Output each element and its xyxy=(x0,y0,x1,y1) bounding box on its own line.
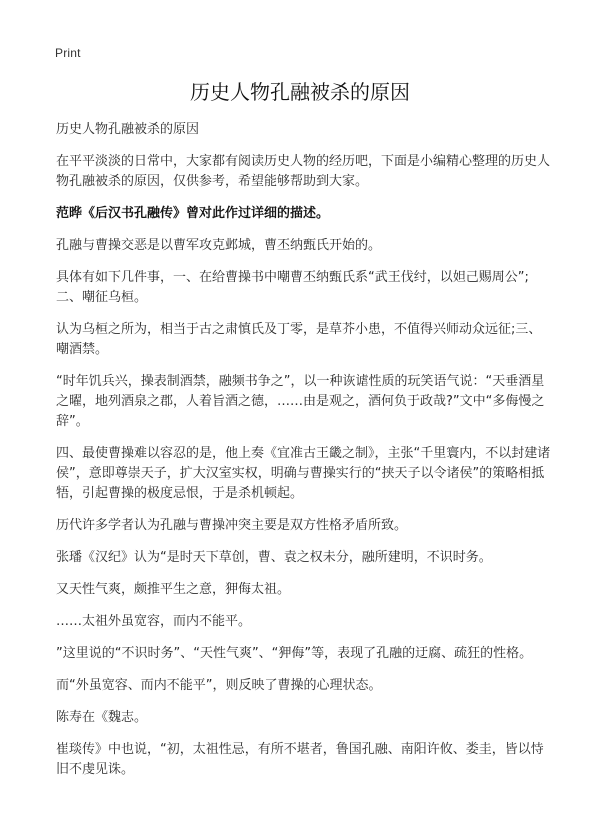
paragraph: 孔融与曹操交恶是以曹军攻克邺城，曹丕纳甄氏开始的。 xyxy=(56,238,382,253)
page-title: 历史人物孔融被杀的原因 xyxy=(190,80,410,104)
paragraph: 陈寿在《魏志。 xyxy=(56,710,148,725)
paragraph: “时年饥兵兴，操表制酒禁，融频书争之”，以一种诙谑性质的玩笑语气说：“天垂酒星之曜，地列酒泉之郡，人着旨酒之德，……由是观之，酒何负于政哉?”文中“多侮慢之辞”。 xyxy=(56,374,545,429)
article-body xyxy=(56,120,552,792)
paragraph: 崔琰传》中也说，“初，太祖性忌，有所不堪者，鲁国孔融、南阳许攸、娄圭，皆以恃旧不虔见诛。 xyxy=(56,742,544,777)
paragraph-intro: 在平平淡淡的日常中，大家都有阅读历史人物的经历吧，下面是小编精心整理的历史人物孔融被杀的原因，仅供参考，希望能够帮助到大家。 xyxy=(56,154,551,189)
paragraph: 又天性气爽，颇推平生之意，狎侮太祖。 xyxy=(56,582,291,597)
paragraph: 四、最使曹操难以容忍的是，他上奏《宜准古王畿之制》，主张“千里寰内，不以封建诸侯”，意即尊崇天子，扩大汉室实权，明确与曹操实行的“挟天子以令诸侯”的策略相抵牾，引起曹操的极度忌恨，于是杀机顿起。 xyxy=(56,446,551,501)
paragraph: 而“外虽宽容、而内不能平”，则反映了曹操的心理状态。 xyxy=(56,678,382,693)
paragraph: 历代许多学者认为孔融与曹操冲突主要是双方性格矛盾所致。 xyxy=(56,518,408,533)
paragraph-source-heading: 范晔《后汉书孔融传》曾对此作过详细的描述。 xyxy=(56,206,330,221)
paragraph-subtitle: 历史人物孔融被杀的原因 xyxy=(56,122,200,137)
paragraph: 张璠《汉纪》认为“是时天下草创，曹、袁之权未分，融所建明，不识时务。 xyxy=(56,550,492,565)
paragraph: ”这里说的“不识时务”、“天性气爽”、“狎侮”等，表现了孔融的迂腐、疏狂的性格。 xyxy=(56,646,533,661)
paragraph: 具体有如下几件事，一、在给曹操书中嘲曹丕纳甄氏系“武王伐纣，以妲己赐周公”;二、嘲征乌桓。 xyxy=(56,270,529,305)
paragraph: ……太祖外虽宽容，而内不能平。 xyxy=(56,614,252,629)
paragraph: 认为乌桓之所为，相当于古之肃慎氏及丁零，是草芥小患，不值得兴师动众远征;三、嘲酒禁。 xyxy=(56,322,542,357)
print-label: Print xyxy=(55,46,81,60)
